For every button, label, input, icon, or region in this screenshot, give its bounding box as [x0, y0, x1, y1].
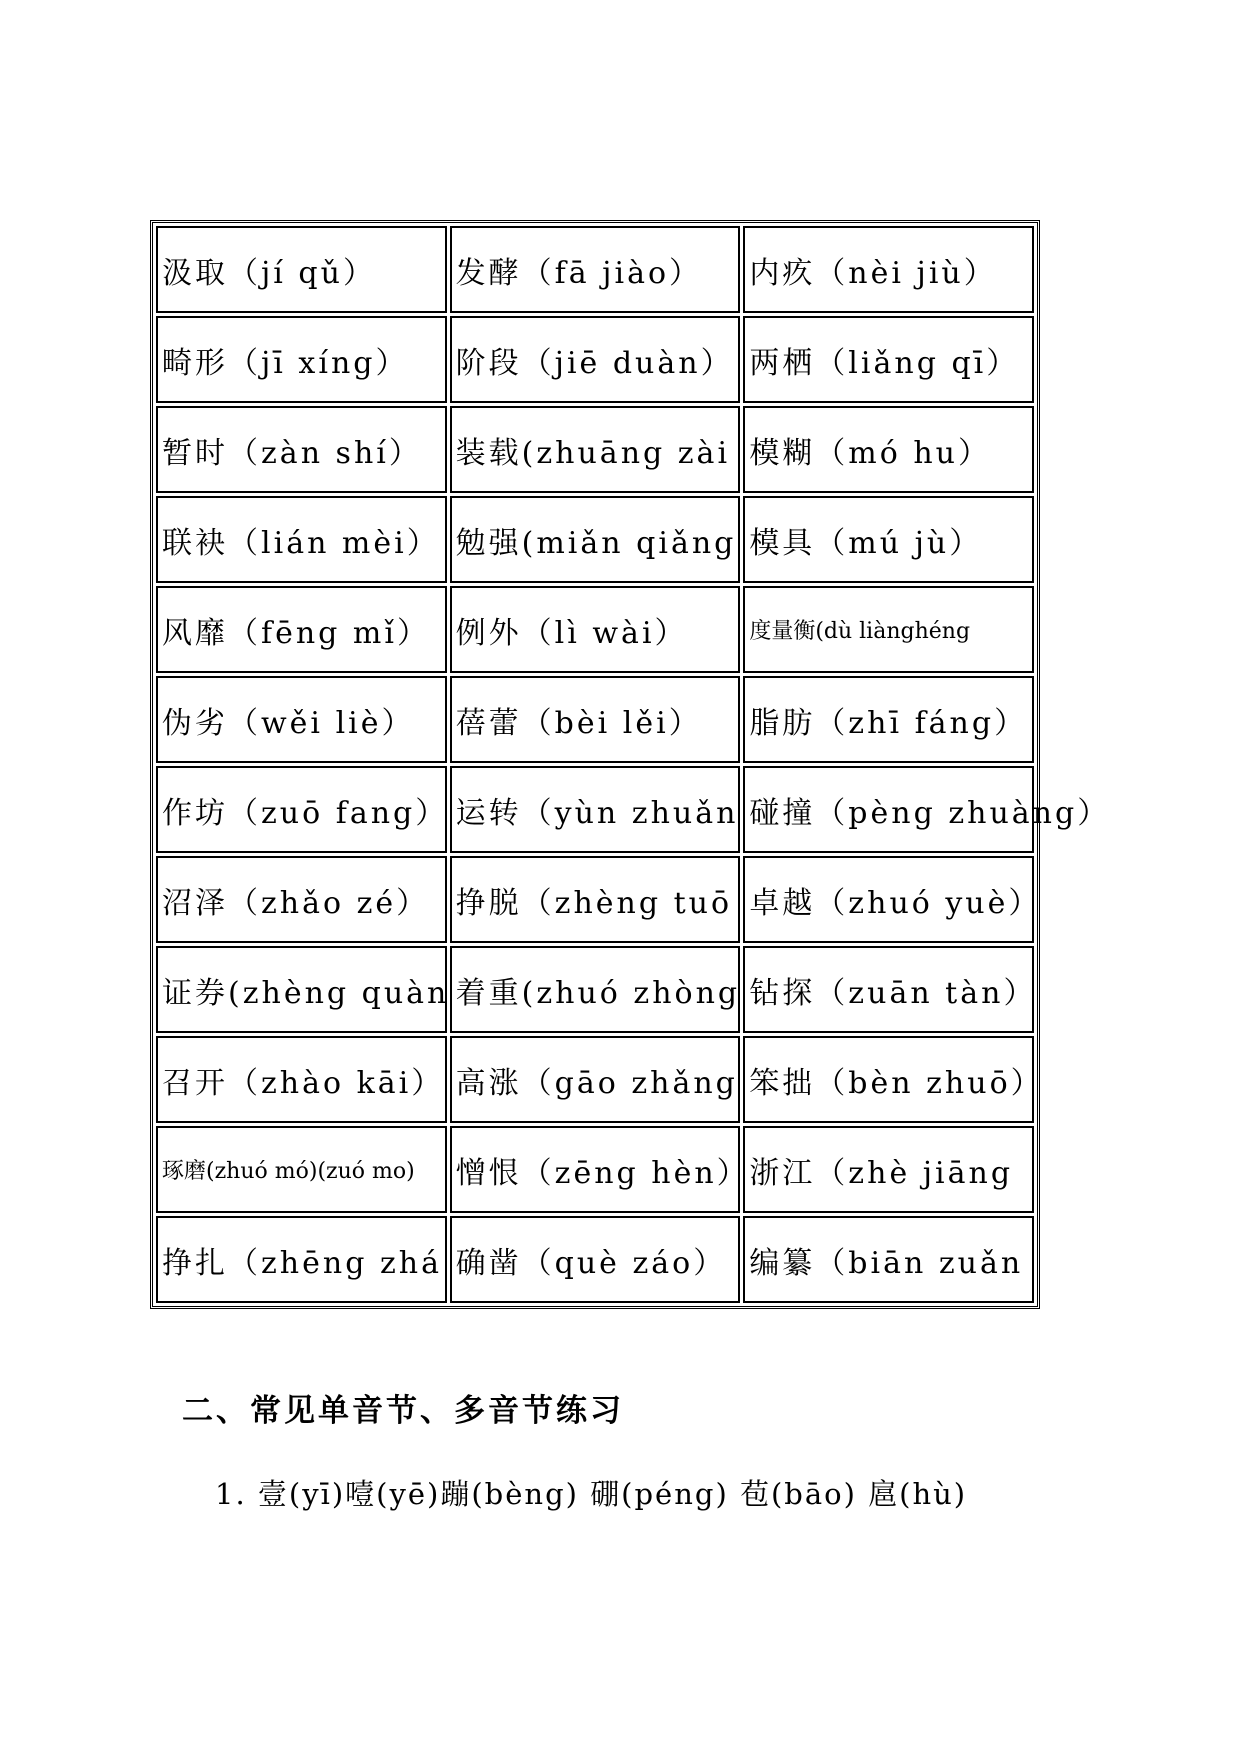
table-cell: 伪劣（wěi liè） [156, 676, 447, 763]
table-cell: 琢磨(zhuó mó)(zuó mo) [156, 1126, 447, 1213]
table-row [156, 766, 1034, 853]
table-row [156, 1126, 1034, 1213]
table-row [156, 406, 1034, 493]
vocabulary-table [150, 220, 1111, 1309]
table-cell: 碰撞（pèng zhuàng） [743, 766, 1034, 853]
table-cell: 蓓蕾（bèi lěi） [450, 676, 741, 763]
table-cell: 憎恨（zēng hèn） [450, 1126, 741, 1213]
table-cell: 确凿（què záo） [450, 1216, 741, 1303]
table-cell: 脂肪（zhī fáng） [743, 676, 1034, 763]
table-cell: 浙江（zhè jiāng [743, 1126, 1034, 1213]
table-cell: 装载(zhuāng zài [450, 406, 741, 493]
table-cell: 勉强(miǎn qiǎng [450, 496, 741, 583]
table-cell: 钻探（zuān tàn） [743, 946, 1034, 1033]
table-cell: 发酵（fā jiào） [450, 226, 741, 313]
table-cell: 度量衡(dù liànghéng [743, 586, 1034, 673]
table-row [156, 676, 1034, 763]
table-cell: 卓越（zhuó yuè） [743, 856, 1034, 943]
table-row [156, 1036, 1034, 1123]
table-cell: 风靡（fēng mǐ） [156, 586, 447, 673]
table-cell: 模具（mú jù） [743, 496, 1034, 583]
table-cell: 模糊（mó hu） [743, 406, 1034, 493]
table-row [156, 226, 1034, 313]
table-cell: 着重(zhuó zhòng [450, 946, 741, 1033]
table-cell: 高涨（gāo zhǎng [450, 1036, 741, 1123]
table-cell: 作坊（zuō fang） [156, 766, 447, 853]
table-cell: 暂时（zàn shí） [156, 406, 447, 493]
table-cell: 例外（lì wài） [450, 586, 741, 673]
table-cell: 联袂（lián mèi） [156, 496, 447, 583]
table-row [156, 586, 1034, 673]
exercise-line: 1. 壹(yī)噎(yē)蹦(bèng) 硼(péng) 苞(bāo) 扈(hù) [215, 1477, 968, 1511]
table-cell: 笨拙（bèn zhuō） [743, 1036, 1034, 1123]
table-cell: 汲取（jí qǔ） [156, 226, 447, 313]
table-cell: 召开（zhào kāi） [156, 1036, 447, 1123]
table-row [156, 946, 1034, 1033]
table-cell: 两栖（liǎng qī） [743, 316, 1034, 403]
table-cell: 阶段（jiē duàn） [450, 316, 741, 403]
table-cell: 内疚（nèi jiù） [743, 226, 1034, 313]
table-row [156, 496, 1034, 583]
section-heading: 二、常见单音节、多音节练习 [182, 1393, 624, 1429]
table-cell: 编纂（biān zuǎn [743, 1216, 1034, 1303]
table-cell: 证券(zhèng quàn [156, 946, 447, 1033]
table-cell: 挣扎（zhēng zhá [156, 1216, 447, 1303]
table-cell: 挣脱（zhèng tuō [450, 856, 741, 943]
table-cell: 运转（yùn zhuǎn [450, 766, 741, 853]
table-row [156, 1216, 1034, 1303]
table-cell: 畸形（jī xíng） [156, 316, 447, 403]
table-row [156, 856, 1034, 943]
table-cell: 沼泽（zhǎo zé） [156, 856, 447, 943]
vocabulary-table-body [156, 226, 1111, 1303]
table-row [156, 316, 1034, 403]
